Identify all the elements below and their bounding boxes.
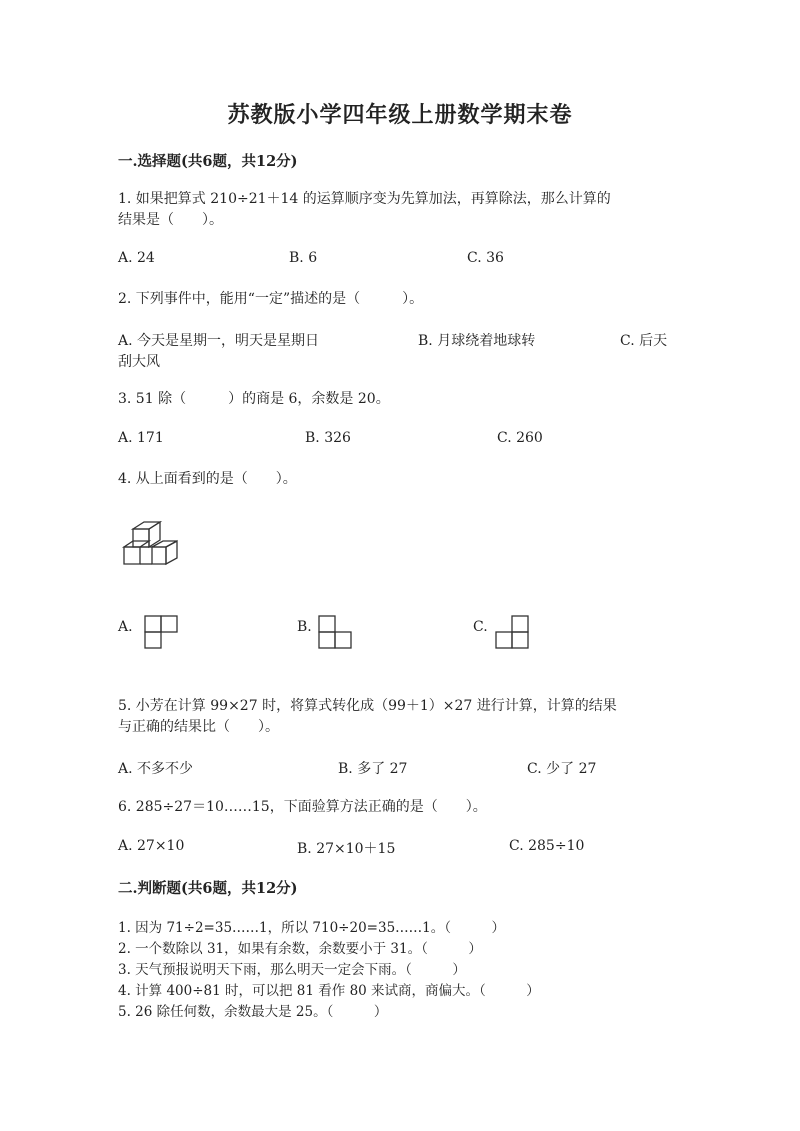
question-2-option-c-continued: 刮大风: [118, 354, 160, 370]
question-1-line-2: 结果是（ ）。: [118, 212, 223, 228]
question-4-line-1: 4. 从上面看到的是（ ）。: [118, 471, 297, 487]
question-3-line-1: 3. 51 除（ ）的商是 6，余数是 20。: [118, 391, 390, 407]
question-1-option-b[interactable]: B. 6: [289, 250, 318, 266]
true-false-item-2: 2. 一个数除以 31，如果有余数，余数要小于 31。（ ）: [118, 941, 482, 957]
question-3-option-b[interactable]: B. 326: [305, 430, 351, 446]
top-view-shape-a-icon[interactable]: [143, 614, 179, 650]
top-view-shape-b-icon[interactable]: [317, 614, 353, 650]
true-false-item-3: 3. 天气预报说明天下雨，那么明天一定会下雨。（ ）: [118, 962, 466, 978]
question-2-option-a[interactable]: A. 今天是星期一，明天是星期日: [118, 333, 320, 349]
question-3-option-c[interactable]: C. 260: [497, 430, 543, 446]
question-6-line-1: 6. 285÷27＝10……15，下面验算方法正确的是（ ）。: [118, 799, 487, 815]
question-5-option-c[interactable]: C. 少了 27: [527, 761, 597, 777]
question-6-option-a[interactable]: A. 27×10: [118, 838, 185, 854]
question-1-line-1: 1. 如果把算式 210÷21＋14 的运算顺序变为先算加法，再算除法，那么计算的: [118, 191, 611, 207]
question-5-option-a[interactable]: A. 不多不少: [118, 761, 194, 777]
question-4-option-c[interactable]: C.: [473, 619, 488, 635]
true-false-item-1: 1. 因为 71÷2=35……1，所以 710÷20=35……1。（ ）: [118, 920, 505, 936]
question-3-option-a[interactable]: A. 171: [118, 430, 164, 446]
question-5-line-2: 与正确的结果比（ ）。: [118, 719, 279, 735]
true-false-item-4: 4. 计算 400÷81 时，可以把 81 看作 80 来试商，商偏大。（ ）: [118, 983, 540, 999]
question-4-option-a[interactable]: A.: [118, 619, 133, 635]
question-1-option-c[interactable]: C. 36: [467, 250, 504, 266]
question-6-option-c[interactable]: C. 285÷10: [509, 838, 585, 854]
question-5-option-b[interactable]: B. 多了 27: [338, 761, 408, 777]
question-4-option-b[interactable]: B.: [297, 619, 312, 635]
question-2-option-b[interactable]: B. 月球绕着地球转: [418, 333, 536, 349]
true-false-item-5: 5. 26 除任何数，余数最大是 25。（ ）: [118, 1004, 388, 1020]
question-6-option-b[interactable]: B. 27×10＋15: [297, 841, 396, 857]
question-2-line-1: 2. 下列事件中，能用“一定”描述的是（ ）。: [118, 291, 424, 307]
isometric-three-cubes-figure-icon: [118, 518, 182, 570]
section-heading-true-false: 二.判断题(共6题，共12分): [118, 880, 298, 897]
question-2-option-c[interactable]: C. 后天: [620, 333, 668, 349]
question-1-option-a[interactable]: A. 24: [118, 250, 155, 266]
section-heading-choice: 一.选择题(共6题，共12分): [118, 153, 298, 170]
top-view-shape-c-icon[interactable]: [494, 614, 530, 650]
page-title: 苏教版小学四年级上册数学期末卷: [227, 102, 573, 128]
question-5-line-1: 5. 小芳在计算 99×27 时，将算式转化成（99＋1）×27 进行计算，计算的结果: [118, 698, 617, 714]
